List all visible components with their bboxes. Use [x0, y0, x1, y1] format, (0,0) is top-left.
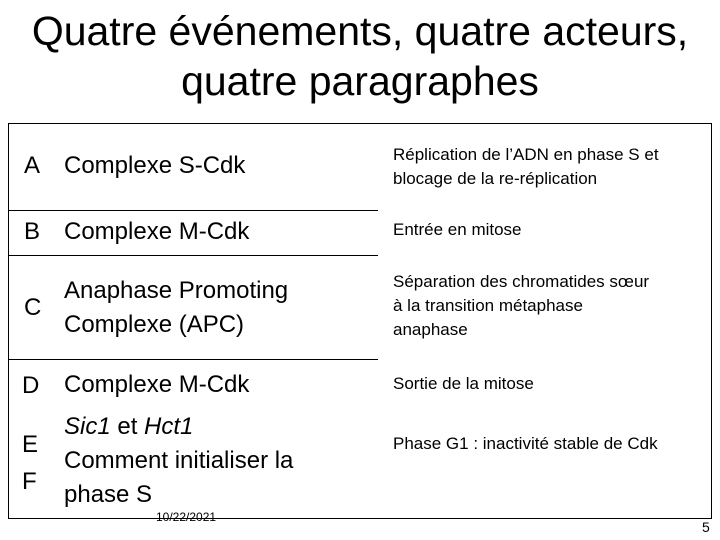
- description-line: blocage de la re-réplication: [393, 169, 598, 188]
- row-right-description: [393, 372, 713, 396]
- description-line: anaphase: [393, 320, 468, 339]
- row-right-description: [393, 270, 713, 342]
- sic1-text: Sic1: [64, 413, 111, 440]
- row-left-label: [64, 410, 293, 512]
- row-left-label: Complexe M-Cdk: [64, 371, 250, 398]
- description-line: Entrée en mitose: [393, 220, 522, 239]
- label-line: Complexe (APC): [64, 311, 245, 338]
- row-divider: [8, 359, 378, 360]
- hct1-text: Hct1: [144, 413, 194, 440]
- description-line: Phase G1 : inactivité stable de Cdk: [393, 434, 658, 453]
- et-text: et: [110, 413, 145, 440]
- row-left-label: Complexe S-Cdk: [64, 152, 246, 179]
- row-letter-e: E: [22, 431, 39, 458]
- title-line-2: quatre paragraphes: [181, 58, 539, 104]
- row-left-label: [64, 274, 288, 342]
- label-line: [64, 410, 293, 444]
- page-number: 5: [702, 519, 710, 535]
- row-divider: [8, 255, 378, 256]
- row-letter: B: [24, 218, 41, 245]
- label-line: Comment initialiser la: [64, 447, 294, 474]
- row-divider: [8, 210, 378, 211]
- slide-title: [0, 6, 720, 106]
- row-letter-f: F: [22, 468, 37, 495]
- row-letter: A: [24, 152, 41, 179]
- description-line: Réplication de l’ADN en phase S et: [393, 145, 659, 164]
- row-right-description: [393, 432, 713, 456]
- description-line: Séparation des chromatides sœur: [393, 272, 650, 291]
- description-line: Sortie de la mitose: [393, 374, 534, 393]
- title-line-1: Quatre événements, quatre acteurs,: [31, 8, 689, 54]
- row-letter: C: [24, 294, 42, 321]
- label-line: phase S: [64, 481, 153, 508]
- footer-date: 10/22/2021: [156, 510, 217, 524]
- row-left-label: Complexe M-Cdk: [64, 218, 250, 245]
- row-letter: D: [22, 372, 40, 399]
- row-right-description: [393, 143, 713, 191]
- row-right-description: [393, 218, 713, 242]
- label-line: Anaphase Promoting: [64, 277, 289, 304]
- description-line: à la transition métaphase: [393, 296, 583, 315]
